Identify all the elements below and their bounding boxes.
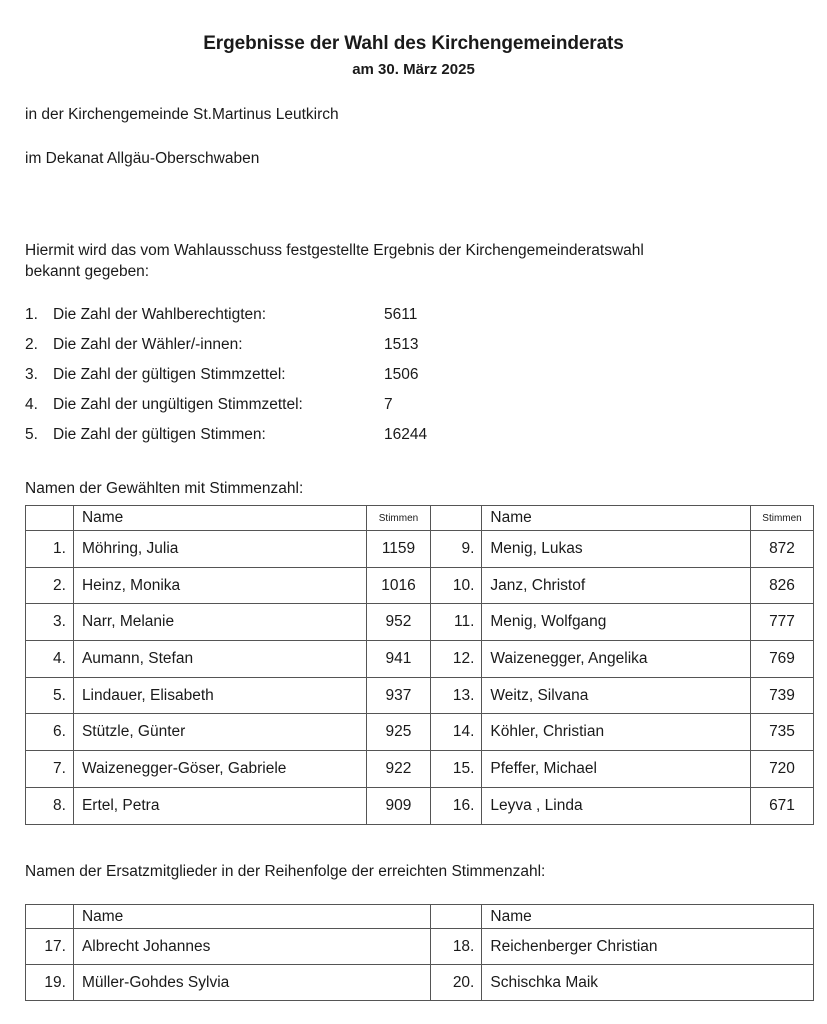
- announcement-line-2: bekannt gegeben:: [25, 263, 150, 280]
- stat-value: 16244: [384, 426, 428, 443]
- candidate-name: Janz, Christof: [482, 567, 751, 604]
- rank: 3.: [26, 604, 74, 641]
- table-row: [26, 929, 814, 965]
- substitutes-table: [25, 904, 814, 1001]
- stat-value: 5611: [384, 306, 418, 323]
- table-header-row: [26, 905, 814, 929]
- vote-count: 925: [366, 714, 431, 751]
- header-empty-cell: [26, 905, 74, 929]
- header-name: Name: [482, 905, 814, 929]
- rank: 10.: [431, 567, 482, 604]
- candidate-name: Waizenegger-Göser, Gabriele: [73, 751, 366, 788]
- rank: 7.: [26, 751, 74, 788]
- elected-heading: Namen der Gewählten mit Stimmenzahl:: [25, 480, 304, 497]
- vote-count: 941: [366, 641, 431, 678]
- table-row: [26, 965, 814, 1001]
- rank: 20.: [431, 965, 482, 1001]
- document-title: Ergebnisse der Wahl des Kirchengemeinderats: [203, 33, 624, 54]
- substitute-name: Albrecht Johannes: [73, 929, 430, 965]
- stat-label: Die Zahl der gültigen Stimmen:: [53, 426, 266, 443]
- candidate-name: Ertel, Petra: [73, 787, 366, 824]
- vote-count: 909: [366, 787, 431, 824]
- vote-count: 872: [751, 531, 814, 568]
- candidate-name: Heinz, Monika: [73, 567, 366, 604]
- header-empty-cell: [431, 905, 482, 929]
- candidate-name: Köhler, Christian: [482, 714, 751, 751]
- candidate-name: Lindauer, Elisabeth: [73, 677, 366, 714]
- stat-label: Die Zahl der Wahlberechtigten:: [53, 306, 267, 323]
- vote-count: 826: [751, 567, 814, 604]
- rank: 18.: [431, 929, 482, 965]
- rank: 16.: [431, 787, 482, 824]
- rank: 19.: [26, 965, 74, 1001]
- rank: 9.: [431, 531, 482, 568]
- vote-count: 769: [751, 641, 814, 678]
- table-row: [26, 751, 814, 788]
- vote-count: 671: [751, 787, 814, 824]
- candidate-name: Menig, Wolfgang: [482, 604, 751, 641]
- header-name: Name: [482, 506, 751, 531]
- candidate-name: Stützle, Günter: [73, 714, 366, 751]
- vote-count: 1016: [366, 567, 431, 604]
- table-row: [26, 787, 814, 824]
- candidate-name: Pfeffer, Michael: [482, 751, 751, 788]
- header-empty-cell: [26, 506, 74, 531]
- stat-label: Die Zahl der gültigen Stimmzettel:: [53, 366, 286, 383]
- candidate-name: Möhring, Julia: [73, 531, 366, 568]
- vote-count: 937: [366, 677, 431, 714]
- header-name: Name: [73, 506, 366, 531]
- rank: 12.: [431, 641, 482, 678]
- rank: 13.: [431, 677, 482, 714]
- header-empty-cell: [431, 506, 482, 531]
- table-row: [26, 531, 814, 568]
- rank: 6.: [26, 714, 74, 751]
- rank: 4.: [26, 641, 74, 678]
- rank: 15.: [431, 751, 482, 788]
- table-row: [26, 714, 814, 751]
- header-votes: Stimmen: [366, 506, 431, 531]
- document-date: am 30. März 2025: [352, 61, 475, 78]
- announcement-line-1: Hiermit wird das vom Wahlausschuss festgestellte Ergebnis der Kirchengemeinderatswahl: [25, 242, 644, 259]
- substitute-name: Reichenberger Christian: [482, 929, 814, 965]
- stat-label: Die Zahl der ungültigen Stimmzettel:: [53, 396, 303, 413]
- stat-number: 5.: [25, 426, 38, 443]
- deanery-line: im Dekanat Allgäu-Oberschwaben: [25, 150, 260, 167]
- candidate-name: Menig, Lukas: [482, 531, 751, 568]
- rank: 11.: [431, 604, 482, 641]
- header-name: Name: [73, 905, 430, 929]
- stat-number: 2.: [25, 336, 38, 353]
- candidate-name: Aumann, Stefan: [73, 641, 366, 678]
- stat-value: 1506: [384, 366, 419, 383]
- stat-value: 7: [384, 396, 393, 413]
- rank: 1.: [26, 531, 74, 568]
- substitutes-heading: Namen der Ersatzmitglieder in der Reihenfolge der erreichten Stimmenzahl:: [25, 863, 546, 880]
- vote-count: 720: [751, 751, 814, 788]
- stat-label: Die Zahl der Wähler/-innen:: [53, 336, 243, 353]
- stat-number: 4.: [25, 396, 38, 413]
- vote-count: 922: [366, 751, 431, 788]
- vote-count: 777: [751, 604, 814, 641]
- rank: 8.: [26, 787, 74, 824]
- table-row: [26, 677, 814, 714]
- vote-count: 735: [751, 714, 814, 751]
- header-votes: Stimmen: [751, 506, 814, 531]
- parish-line: in der Kirchengemeinde St.Martinus Leutkirch: [25, 106, 339, 123]
- substitute-name: Müller-Gohdes Sylvia: [73, 965, 430, 1001]
- stat-number: 1.: [25, 306, 38, 323]
- table-header-row: [26, 506, 814, 531]
- rank: 2.: [26, 567, 74, 604]
- candidate-name: Leyva , Linda: [482, 787, 751, 824]
- table-row: [26, 604, 814, 641]
- rank: 17.: [26, 929, 74, 965]
- table-row: [26, 567, 814, 604]
- vote-count: 739: [751, 677, 814, 714]
- elected-table: [25, 505, 814, 825]
- stat-value: 1513: [384, 336, 419, 353]
- candidate-name: Waizenegger, Angelika: [482, 641, 751, 678]
- candidate-name: Narr, Melanie: [73, 604, 366, 641]
- candidate-name: Weitz, Silvana: [482, 677, 751, 714]
- table-row: [26, 641, 814, 678]
- rank: 5.: [26, 677, 74, 714]
- substitute-name: Schischka Maik: [482, 965, 814, 1001]
- stat-number: 3.: [25, 366, 38, 383]
- vote-count: 952: [366, 604, 431, 641]
- rank: 14.: [431, 714, 482, 751]
- vote-count: 1159: [366, 531, 431, 568]
